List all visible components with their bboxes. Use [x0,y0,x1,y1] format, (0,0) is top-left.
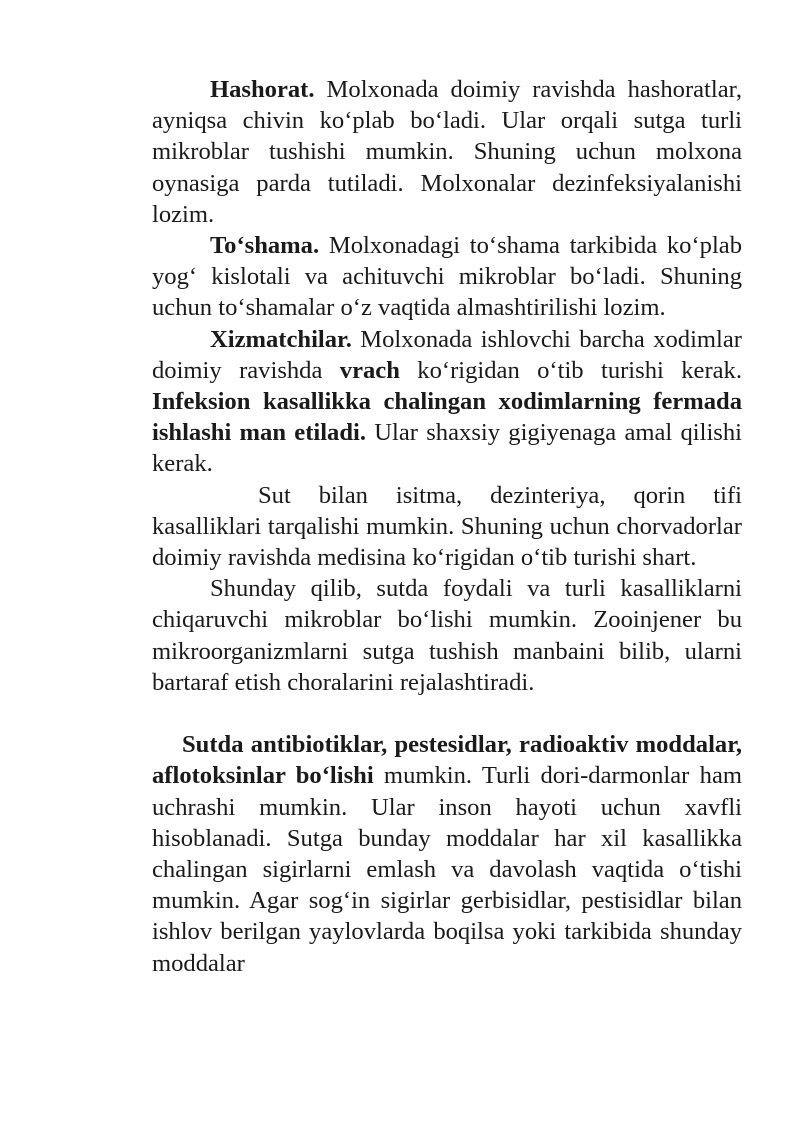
paragraph-diseases [152,480,742,574]
heading-staff: Xizmatchilar. [210,325,352,353]
paragraph-summary [152,573,742,698]
text-staff-a: Molxonada ishlovchi barcha xodimlar doimiy ravishda [152,325,742,384]
text-bedding: Molxonadagi to‘shama tarkibida ko‘plab yog‘ kislotali va achituvchi mikroblar bo‘ladi. Shuning uchun to‘shamalar o‘z vaqtida almashtirilishi lozim. [152,232,742,322]
text-contaminants: mumkin. Turli dori-darmonlar ham uchrashi mumkin. Ular inson hayoti uchun xavfli hisoblanadi. Sutga bunday moddalar har xil kasallikka chalingan sigirlarni emlash va davolash vaqtida o‘tishi mumkin. Agar sog‘in sigirlar gerbisidlar, pestisidlar bilan ishlov berilgan yaylovlarda boqilsa yoki tarkibida shunday moddalar [152,762,742,977]
text-insects: Molxonada doimiy ravishda hashoratlar, ayniqsa chivin ko‘plab bo‘ladi. Ular orqali sutga turli mikroblar tushishi mumkin. Shuning uchun molxona oynasiga parda tutiladi. Molxonalar dezinfeksiyalanishi lozim. [152,76,742,228]
bold-doctor: vrach [339,356,400,384]
paragraph-staff [152,324,742,480]
heading-insects: Hashorat. [210,76,315,103]
document-page [152,74,742,979]
bold-infection-rule: Infeksion kasallikka chalingan xodimlarning fermada ishlashi man etiladi. [152,388,742,447]
heading-contaminants: Sutda antibiotiklar, pestesidlar, radioaktiv moddalar, aflotoksinlar bo‘lishi [152,731,742,790]
text-diseases: Sut bilan isitma, dezinteriya, qorin tifi kasalliklari tarqalishi mumkin. Shuning uchun chorvadorlar doimiy ravishda medisina ko‘rigidan o‘tib turishi shart. [152,481,742,572]
text-summary: Shunday qilib, sutda foydali va turli kasalliklarni chiqaruvchi mikroblar bo‘lishi mumkin. Zooinjener bu mikroorganizmlarni sutga tushish manbaini bilib, ularni bartaraf etish choralarini rejalashtiradi. [152,575,742,696]
blank-line [152,698,742,729]
text-staff-b: ko‘rigidan o‘tib turishi kerak. [399,356,742,384]
paragraph-insects [152,74,742,230]
paragraph-bedding [152,230,742,324]
heading-bedding: To‘shama. [210,232,320,260]
paragraph-contaminants [152,729,742,979]
text-staff-c: Ular shaxsiy gigiyenaga amal qilishi kerak. [152,419,742,478]
